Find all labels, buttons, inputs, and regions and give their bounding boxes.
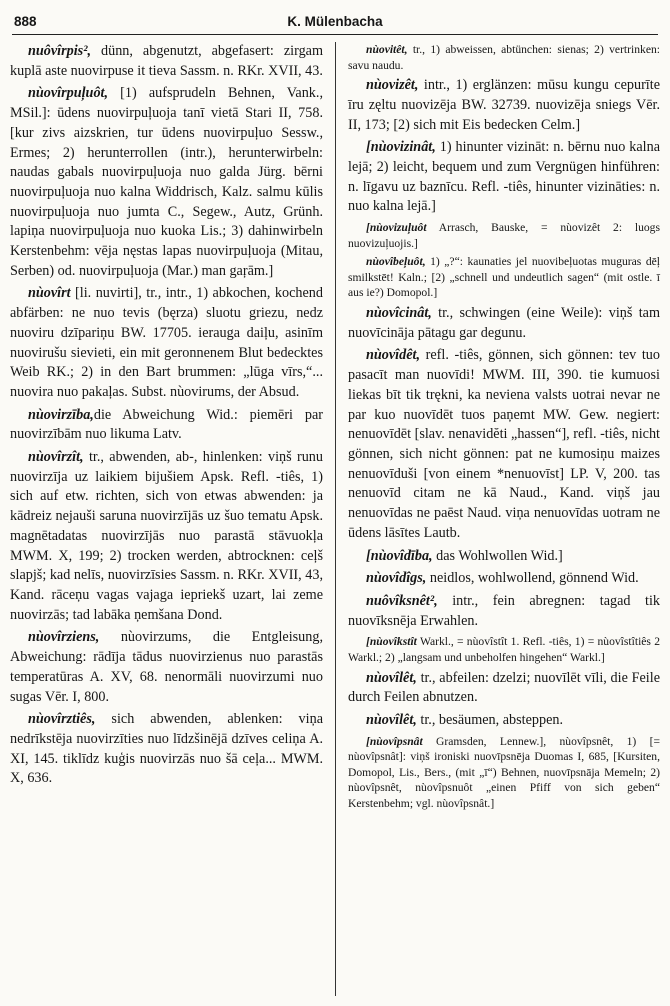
entry-definition: 1) hinunter vizināt: n. bērnu nuo kalna lejā; 2) leicht, bequem und zum Vergnügen hinführen: n. līgavu uz baznīcu. Refl. -tiês, hinunter vizināties: n. nuo kalna lejā.] bbox=[348, 139, 660, 215]
entry-headword: [nùovîpsnât bbox=[366, 734, 423, 748]
entry-headword: nùovîbeļuôt, bbox=[366, 255, 426, 269]
entry-headword: nùovirzība, bbox=[28, 406, 94, 423]
entry-headword: nùovîrzît, bbox=[28, 449, 84, 466]
entry-headword: [nùovîkstît bbox=[366, 635, 417, 649]
entry-definition: nùovirzums, die Entgleisung, Abweichung: rādīja tādus nuovirzienus nuo parastās temperatūras A. XV, 68. nenormāli nuovirzumi nuo sugas Vēr. I, 800. bbox=[10, 629, 323, 705]
dictionary-entry bbox=[348, 711, 660, 731]
entry-definition: tr., abwenden, ab-, hinlenken: viņš runu nuovirzīja uz laikiem bijušiem Apsk. Refl. -tiês, 1) sich auf etw. richten, sich von etwas abwenden: ja kādreiz nejauši saruna nuovirzījās uz šuo tematu Apsk. magnētadatas nuovirzījās nuo parastā stāvuokļa MWM. X, 199; 2) trocken werden, abtrocknen: ceļš slapjš; kad nelīs, nuovirzīsies Sassm. n. RKr. XVII, 43, Kand. rāceņu vagas vajaga iepriekš uzart, lai zeme nuovirzās; tad labāka ņemšana Dond. bbox=[10, 449, 323, 623]
entry-definition: das Wohlwollen Wid.] bbox=[432, 547, 563, 564]
entry-definition: 1) „?“: kaunaties jel nuovibeļuotas muguras dēļ smilkstēt! Kaln.; [2) „schnell und undeutlich sagen“ (mit ostle. ī aus ie?) Domopol.] bbox=[348, 255, 660, 300]
entry-headword: nùovîlêt, bbox=[366, 669, 417, 686]
entry-headword: nuôvîrpis², bbox=[28, 43, 91, 59]
entry-definition: dünn, abgenutzt, abgefasert: zirgam kuplā aste nuovirpuse it tieva Sassm. n. RKr. XVII, 43. bbox=[10, 43, 323, 79]
page-header bbox=[12, 10, 658, 32]
entry-headword: nùovîrztiês, bbox=[28, 711, 96, 728]
dictionary-entry bbox=[10, 84, 323, 281]
dictionary-entry bbox=[10, 284, 323, 402]
entry-definition: tr., abfeilen: dzelzi; nuovīlēt vīli, die Feile durch Feilen abnutzen. bbox=[348, 669, 660, 706]
entry-definition: intr., 1) erglänzen: mūsu kungu cepurīte īru zęltu nuovizēja BW. 32739. nuovizēja sniegs Vēr. II, 173; [2) sich mit Eis bedecken Celm.] bbox=[348, 77, 660, 133]
entry-headword: nùovîdîgs, bbox=[366, 570, 427, 587]
page-number: 888 bbox=[14, 14, 37, 29]
entry-headword: nùovîrziens, bbox=[28, 629, 100, 646]
entry-headword: nùovîdêt, bbox=[366, 347, 420, 364]
dictionary-entry bbox=[348, 592, 660, 631]
entry-headword: nùovîlêt, bbox=[366, 711, 417, 728]
running-title: K. Mülenbacha bbox=[287, 14, 383, 29]
text-columns bbox=[10, 42, 660, 996]
header-rule bbox=[12, 34, 658, 35]
dictionary-entry bbox=[348, 669, 660, 708]
entry-definition: intr., fein abregnen: tagad tik nuovīksnēja Erwahlen. bbox=[348, 592, 660, 629]
entry-headword: nuôvîksnêt², bbox=[366, 592, 438, 609]
entry-headword: nùovizêt, bbox=[366, 77, 419, 94]
dictionary-entry bbox=[348, 220, 660, 251]
dictionary-entry bbox=[348, 42, 660, 73]
entry-definition: tr., 1) abweissen, abtünchen: sienas; 2) vertrinken: savu naudu. bbox=[348, 43, 660, 72]
dictionary-entry bbox=[348, 138, 660, 217]
entry-definition: tr., schwingen (eine Weile): viņš tam nuovīcināja pātagu gar degunu. bbox=[348, 305, 660, 341]
entry-definition: neidlos, wohlwollend, gönnend Wid. bbox=[426, 570, 639, 587]
entry-definition: [li. nuvirti], tr., intr., 1) abkochen, kochend abfärben: ne nuo tevis (bęrza) sluotu griezu, nedz nuoviru dzīpariņu BW. 17705. ierauga daiļu, asinīm nuovirušu sievieti, ein mit geronnenem Blut bedecktes Weib RK.; 2) in den Bart brummen: „lūga vīrs,“... nuovira nuo pakaļas. Subst. nùovirums, der Absud. bbox=[10, 285, 323, 400]
entry-headword: nùovîcinât, bbox=[366, 305, 432, 322]
dictionary-entry bbox=[348, 254, 660, 301]
dictionary-entry bbox=[348, 634, 660, 665]
dictionary-entry bbox=[348, 734, 660, 812]
entry-definition: Gramsden, Lennew.], nùovîpsnêt, 1) [= nùovîpsnât]: viņš ironiski nuovīpsnēja Duomas I, 685, [Kursiten, Domopol, Lis., Bers., (mit „ī“) Behnen, nuovīpsnāja Memeln; 2) nùovîpsnêt, nùovîpsnuôt „einen Pfiff von sich geben“ Kerstenbehm; vgl. nùovîpsnât.] bbox=[348, 734, 660, 810]
dictionary-entry bbox=[348, 346, 660, 543]
dictionary-entry bbox=[10, 628, 323, 707]
dictionary-entry bbox=[348, 76, 660, 135]
entry-headword: [nùovîdība, bbox=[366, 547, 433, 564]
entry-headword: nùovîrt bbox=[28, 285, 71, 302]
right-column bbox=[335, 42, 660, 996]
dictionary-entry bbox=[348, 547, 660, 567]
entry-definition: tr., besäumen, absteppen. bbox=[416, 711, 564, 728]
entry-definition: die Abweichung Wid.: piemēri par nuovirzībām nuo likuma Latv. bbox=[10, 406, 323, 443]
entry-definition: [1) aufsprudeln Behnen, Vank., MSil.]: ūdens nuovirpuļuoja tanī vietā Stari II, 758. [kur zivs aizskrien, tur ūdens nuovirpuļuo Sessw., Ermes; 2) herunterrollen (intr.), herunterwirbeln: naudas gabals nuovirpuļuoja nuo galda Jürg. bērni nuovirpuļuoja nuo kalna Widdrisch, Kalz. salmu kūlis nuovirpuļuoja nuo jumta C., Segew., Autz, Grünh. lapiņa nuovirpuļuoja nuo kuoka Lis.; 3) dahinwirbeln Kerstenbehm: vēja nęstas lapas nuovirpuļuoja (Mitau, Serben) od. nuovirpuļuoja (Mar.) man gaŗām.] bbox=[10, 85, 323, 279]
dictionary-entry bbox=[348, 304, 660, 343]
dictionary-entry bbox=[10, 710, 323, 789]
dictionary-entry bbox=[10, 448, 323, 625]
entry-headword: nùovîrpuļuôt, bbox=[28, 85, 109, 102]
entry-definition: sich abwenden, ablenken: viņa nedrīkstēja nuovirzīties nuo līdzšinējā dzīves celiņa A. XI, 145. tiklīdz kuģis nuovirzās nuo šā ceļa... MWM. X, 636. bbox=[10, 711, 323, 787]
entry-definition: refl. -tiês, gönnen, sich gönnen: tev tuo pasacīt man nuovīdi! MWM. III, 390. tie kumuosi liekas bīt tik trękni, ka neviena valsts uotrai nevar ne par kuo nuovīdēt tuos paņemt MW. Gew. negiert: nenuovīdēt [slav. nenavidĕti „hassen“], refl. -tiês, nicht gönnen, sich nicht gönnen: pat ne kumosiņu maizes nenuovīduši [von einem *nenuovīst] LP. V, 200. tas nenuovīd citam ne kā Naud., Kand. viņš jau nenuovīdas ne paēst Naud. viņa nenuovīdas uotram ne ūdens lāsītes Lautb. bbox=[348, 347, 660, 541]
dictionary-entry bbox=[10, 42, 323, 81]
dictionary-entry bbox=[348, 569, 660, 589]
entry-headword: [nùovizuļuôt bbox=[366, 221, 427, 235]
entry-headword: [nùovizinât, bbox=[366, 139, 436, 156]
left-column bbox=[10, 42, 335, 996]
entry-definition: Warkl., = nùovîstît 1. Refl. -tiês, 1) = nùovîstîtiês 2 Warkl.; 2) „langsam und unbeholfen hingehen“ Warkl.] bbox=[348, 635, 660, 664]
dictionary-entry bbox=[10, 406, 323, 445]
entry-headword: nùovitêt, bbox=[366, 43, 408, 56]
entry-definition: Arrasch, Bauske, = nùovizêt 2: luogs nuovizuļuojis.] bbox=[348, 221, 660, 250]
